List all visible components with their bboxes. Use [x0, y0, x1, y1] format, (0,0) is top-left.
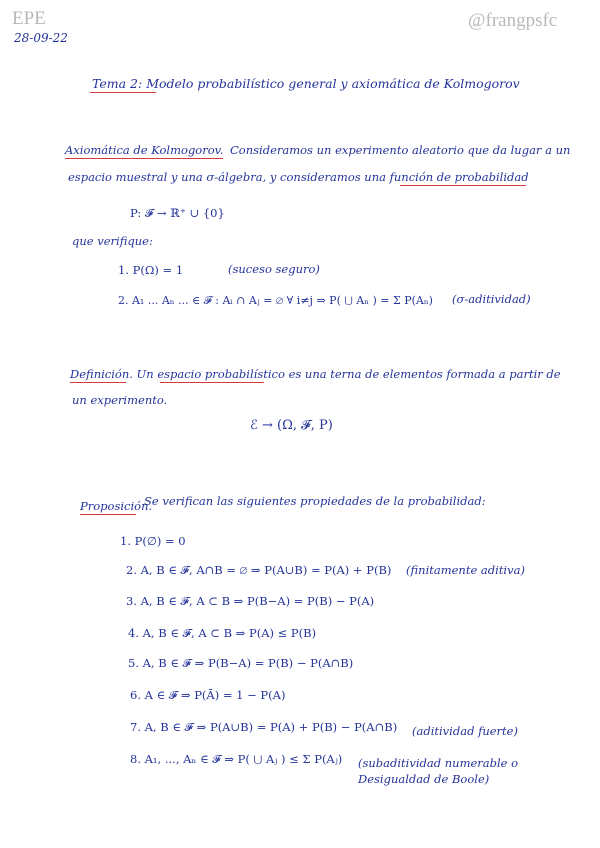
definicion-line1-a: Un [136, 367, 154, 381]
verifies-label: que verifique: [72, 234, 153, 248]
axiom-2-note: (σ-aditividad) [452, 292, 531, 306]
watermark-right: @frangpsfc [468, 10, 558, 31]
definicion-line2: un experimento. [72, 393, 168, 407]
title-theme: Tema 2: [92, 76, 143, 91]
definicion-formula: ℰ → (Ω, 𝓕, P) [250, 418, 333, 433]
axiom-1-note: (suceso seguro) [228, 262, 320, 276]
proposicion-underline [80, 514, 136, 515]
proposicion-heading: Proposición. [80, 499, 153, 513]
probability-map: P: 𝓕 → ℝ⁺ ∪ {0} [130, 206, 225, 220]
property-3: 3. A, B ∈ 𝓕, A ⊂ B ⇒ P(B−A) = P(B) − P(A) [126, 594, 375, 608]
definicion-line1-b: espacio probabilístico [157, 367, 285, 381]
property-5: 5. A, B ∈ 𝓕 ⇒ P(B−A) = P(B) − P(A∩B) [128, 656, 354, 670]
axiom-2: 2. A₁ ... Aₙ ... ∈ 𝓕 : Aᵢ ∩ Aⱼ = ∅ ∀ i≠j ⇒ P( ⋃ Aₙ ) = Σ P(Aₙ) [118, 294, 433, 307]
axiomatica-line1: Consideramos un experimento aleatorio que da lugar a un [230, 143, 571, 157]
definicion-heading: Definición. [70, 367, 133, 381]
property-8: 8. A₁, ..., Aₙ ∈ 𝓕 ⇒ P( ⋃ Aⱼ ) ≤ Σ P(Aⱼ) [130, 752, 343, 766]
property-7-note: (aditividad fuerte) [412, 724, 518, 738]
definicion-line1-c: es una terna de elementos formada a partir de [288, 367, 561, 381]
property-4: 4. A, B ∈ 𝓕, A ⊂ B ⇒ P(A) ≤ P(B) [128, 626, 317, 640]
definicion-underline [70, 382, 126, 383]
axiomatica-line2-a: espacio muestral y una σ-álgebra, y consideramos una [68, 170, 386, 184]
watermark-left: EPE [12, 8, 46, 29]
property-2: 2. A, B ∈ 𝓕, A∩B = ∅ ⇒ P(A∪B) = P(A) + P(B) [126, 563, 392, 577]
proposicion-intro: Se verifican las siguientes propiedades de la probabilidad: [144, 494, 486, 508]
property-6: 6. A ∈ 𝓕 ⇒ P(Ā) = 1 − P(A) [130, 688, 286, 702]
definicion-line1 [70, 367, 561, 381]
probability-function-underline [400, 185, 526, 186]
axiom-1: 1. P(Ω) = 1 [118, 263, 184, 277]
axiomatica-heading: Axiomática de Kolmogorov. [65, 143, 224, 157]
property-8-note-line2: Desigualdad de Boole) [358, 772, 490, 786]
title-underline [90, 92, 156, 93]
property-1: 1. P(∅) = 0 [120, 534, 186, 548]
axiomatica-line2-b: función de probabilidad [389, 170, 529, 184]
axiomatica-underline [65, 158, 223, 159]
axiomatica-line2 [68, 170, 529, 184]
property-2-note: (finitamente aditiva) [406, 563, 525, 577]
date: 28-09-22 [14, 31, 68, 45]
espacio-underline [160, 382, 264, 383]
property-8-note: (subaditividad numerable o [358, 756, 519, 770]
property-7: 7. A, B ∈ 𝓕 ⇒ P(A∪B) = P(A) + P(B) − P(A∩B) [130, 720, 398, 734]
title-rest: Modelo probabilístico general y axiomática de Kolmogorov [146, 76, 520, 91]
page-title [92, 76, 520, 91]
